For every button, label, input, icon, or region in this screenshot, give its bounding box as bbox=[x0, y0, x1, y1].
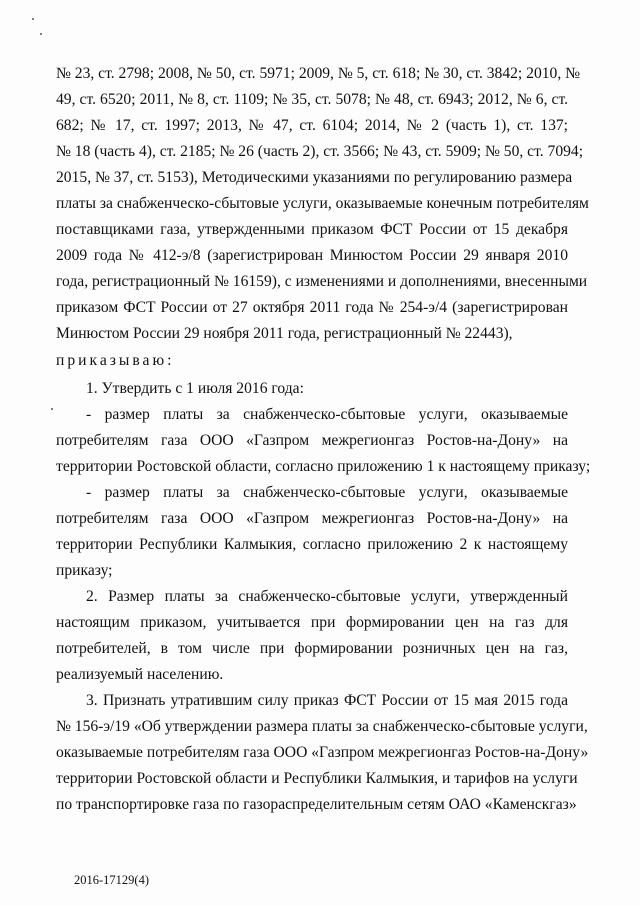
scan-speck bbox=[32, 18, 34, 20]
text-line: - размер платы за снабженческо-сбытовые услуги, оказываемые bbox=[86, 406, 568, 423]
text-line: приказом ФСТ России от 27 октября 2011 года № 254-э/4 (зарегистрирован bbox=[56, 299, 568, 316]
text-line: № 23, ст. 2798; 2008, № 50, ст. 5971; 2009, № 5, ст. 618; № 30, ст. 3842; 2010, № bbox=[56, 65, 581, 82]
text-line: настоящим приказом, учитывается при формировании цен на газ для bbox=[56, 614, 568, 631]
text-line: реализуемый населению. bbox=[56, 666, 224, 683]
text-line: № 18 (часть 4), ст. 2185; № 26 (часть 2), ст. 3566; № 43, ст. 5909; № 50, ст. 7094; bbox=[56, 143, 584, 160]
text-line: 682; № 17, ст. 1997; 2013, № 47, ст. 6104; 2014, № 2 (часть 1), ст. 137; bbox=[56, 117, 568, 134]
text-line: № 156-э/19 «Об утверждении размера платы за снабженческо-сбытовые услуги, bbox=[56, 718, 588, 735]
clause-2-line: 2. Размер платы за снабженческо-сбытовые услуги, утвержденный bbox=[86, 588, 568, 605]
text-line: потребителям газа ООО «Газпром межрегионгаз Ростов-на-Дону» на bbox=[56, 510, 568, 527]
text-line: года, регистрационный № 16159), с изменениями и дополнениями, внесенными bbox=[56, 273, 588, 290]
text-line: по транспортировке газа по газораспределительным сетям ОАО «Каменскгаз» bbox=[56, 796, 577, 813]
text-line: оказываемые потребителям газа ООО «Газпром межрегионгаз Ростов-на-Дону» bbox=[56, 744, 589, 761]
text-line: - размер платы за снабженческо-сбытовые услуги, оказываемые bbox=[86, 484, 568, 501]
text-line: платы за снабженческо-сбытовые услуги, оказываемые конечным потребителям bbox=[56, 195, 589, 212]
order-word: приказываю: bbox=[56, 352, 175, 369]
text-line: потребителей, в том числе при формировании розничных цен на газ, bbox=[56, 640, 568, 657]
text-line: Минюстом России 29 ноября 2011 года, регистрационный № 22443), bbox=[56, 325, 513, 342]
text-line: территории Республики Калмыкия, согласно приложению 2 к настоящему bbox=[56, 536, 568, 553]
text-line: потребителям газа ООО «Газпром межрегионгаз Ростов-на-Дону» на bbox=[56, 432, 568, 449]
scan-speck bbox=[40, 33, 42, 35]
text-line: приказу; bbox=[56, 562, 113, 579]
text-line: 2009 года № 412-э/8 (зарегистрирован Минюстом России 29 января 2010 bbox=[56, 247, 568, 264]
text-line: территории Ростовской области и Республики Калмыкия, и тарифов на услуги bbox=[56, 770, 578, 787]
document-code: 2016-17129(4) bbox=[74, 873, 149, 887]
text-line: поставщиками газа, утвержденными приказом ФСТ России от 15 декабря bbox=[56, 221, 568, 238]
text-line: территории Ростовской области, согласно приложению 1 к настоящему приказу; bbox=[56, 458, 591, 475]
clause-3-line: 3. Признать утратившим силу приказ ФСТ России от 15 мая 2015 года bbox=[86, 692, 568, 709]
scan-speck bbox=[51, 408, 53, 410]
clause-1-heading: 1. Утвердить с 1 июля 2016 года: bbox=[86, 380, 304, 397]
text-line: 49, ст. 6520; 2011, № 8, ст. 1109; № 35, ст. 5078; № 48, ст. 6943; 2012, № 6, ст. bbox=[56, 91, 568, 108]
text-line: 2015, № 37, ст. 5153), Методическими указаниями по регулированию размера bbox=[56, 169, 573, 186]
